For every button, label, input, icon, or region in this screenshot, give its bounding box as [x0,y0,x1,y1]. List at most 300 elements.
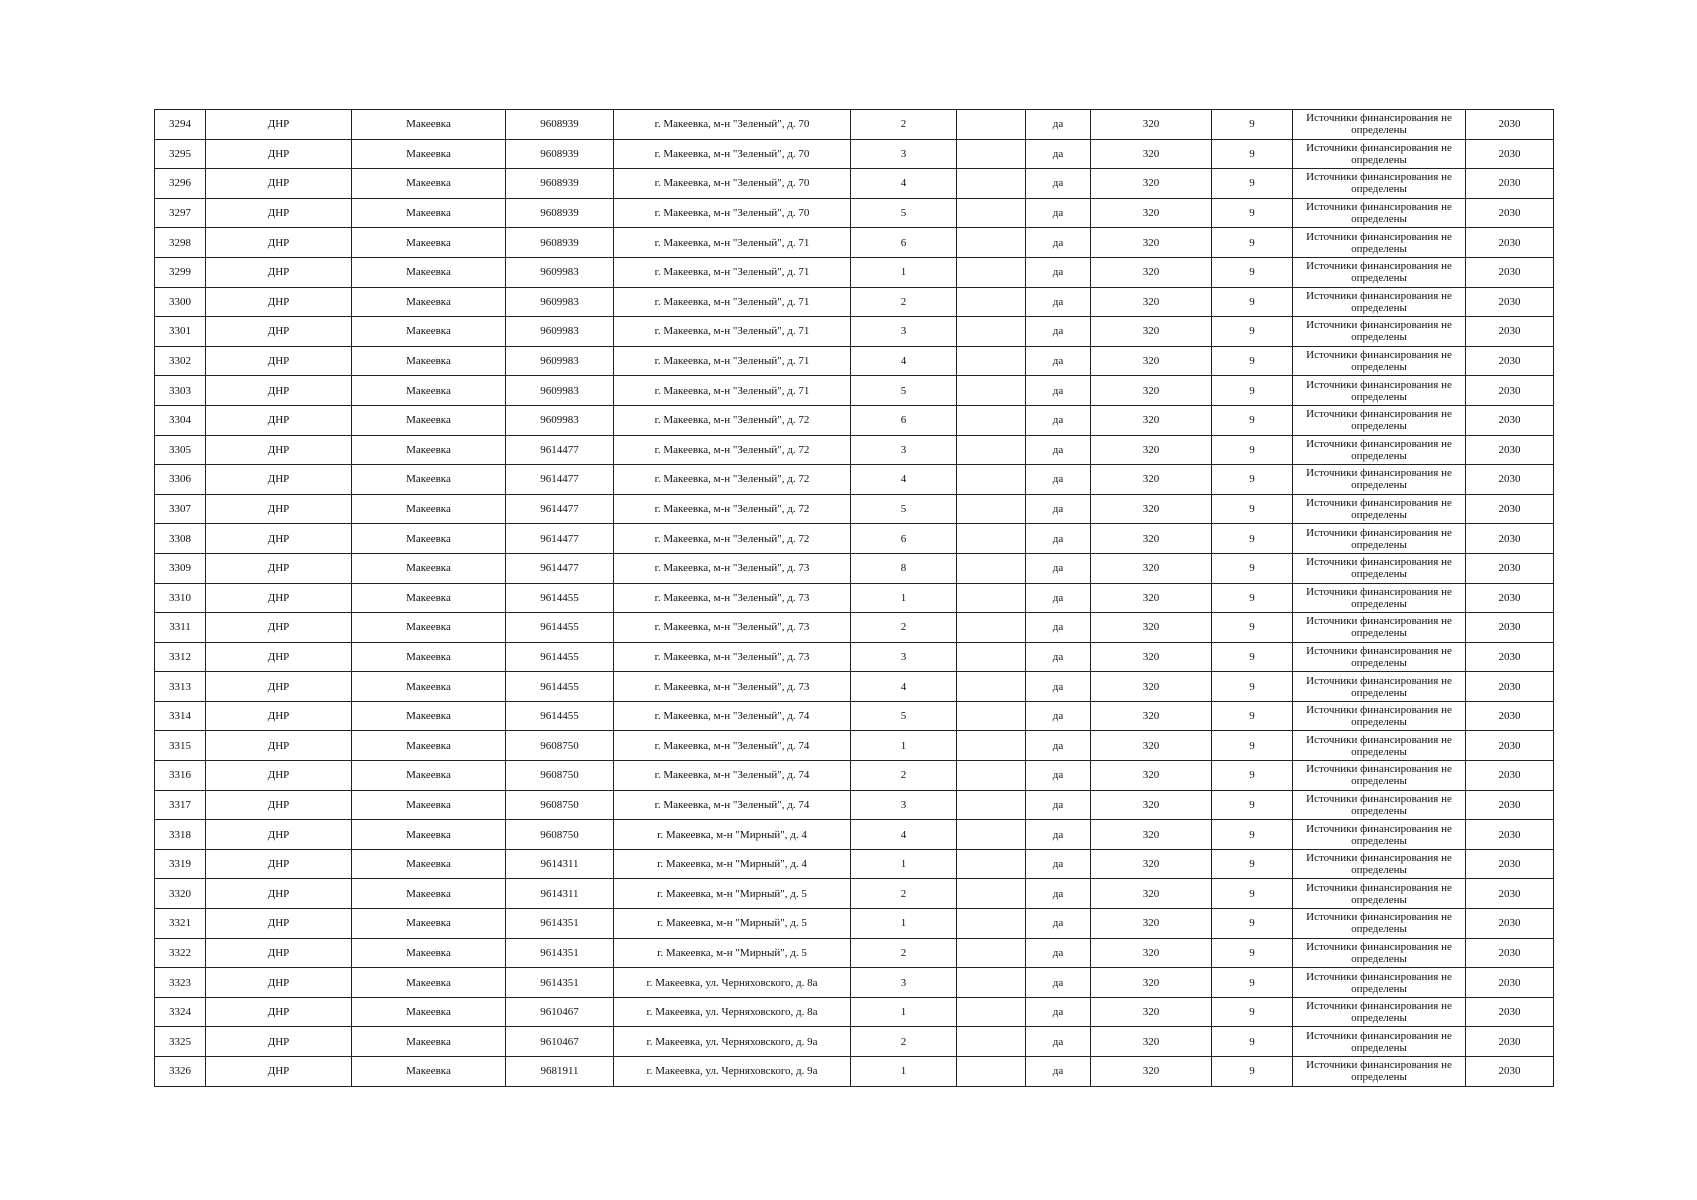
capacity-cell: 320 [1091,761,1212,791]
table-row [155,139,1554,169]
floors-cell: 9 [1212,613,1293,643]
capacity-cell: 320 [1091,938,1212,968]
address-cell: г. Макеевка, м-н "Зеленый", д. 71 [614,287,851,317]
city-cell: Макеевка [352,139,506,169]
table-row [155,287,1554,317]
funding-cell: Источники финансирования не определены [1293,879,1466,909]
address-cell: г. Макеевка, м-н "Зеленый", д. 72 [614,494,851,524]
table-row [155,1027,1554,1057]
funding-cell: Источники финансирования не определены [1293,672,1466,702]
empty-cell [957,139,1026,169]
region-cell: ДНР [206,257,352,287]
capacity-cell: 320 [1091,672,1212,702]
table-row [155,198,1554,228]
entrance-cell: 4 [851,465,957,495]
flag-cell: да [1026,672,1091,702]
row-number-cell: 3295 [155,139,206,169]
flag-cell: да [1026,997,1091,1027]
address-cell: г. Макеевка, м-н "Мирный", д. 5 [614,938,851,968]
funding-cell: Источники финансирования не определены [1293,968,1466,998]
table-row [155,938,1554,968]
city-cell: Макеевка [352,553,506,583]
table-row [155,583,1554,613]
row-number-cell: 3300 [155,287,206,317]
region-cell: ДНР [206,553,352,583]
floors-cell: 9 [1212,997,1293,1027]
entrance-cell: 5 [851,494,957,524]
address-cell: г. Макеевка, м-н "Зеленый", д. 70 [614,198,851,228]
region-cell: ДНР [206,1027,352,1057]
capacity-cell: 320 [1091,169,1212,199]
floors-cell: 9 [1212,909,1293,939]
code-cell: 9614311 [506,849,614,879]
year-cell: 2030 [1466,849,1554,879]
capacity-cell: 320 [1091,198,1212,228]
empty-cell [957,465,1026,495]
funding-cell: Источники финансирования не определены [1293,524,1466,554]
entrance-cell: 2 [851,879,957,909]
region-cell: ДНР [206,376,352,406]
city-cell: Макеевка [352,257,506,287]
region-cell: ДНР [206,997,352,1027]
entrance-cell: 3 [851,790,957,820]
code-cell: 9610467 [506,997,614,1027]
year-cell: 2030 [1466,524,1554,554]
flag-cell: да [1026,405,1091,435]
table-row [155,435,1554,465]
empty-cell [957,435,1026,465]
table-row [155,879,1554,909]
funding-cell: Источники финансирования не определены [1293,110,1466,140]
table-row [155,731,1554,761]
code-cell: 9608939 [506,169,614,199]
row-number-cell: 3314 [155,701,206,731]
capacity-cell: 320 [1091,553,1212,583]
empty-cell [957,849,1026,879]
capacity-cell: 320 [1091,317,1212,347]
funding-cell: Источники финансирования не определены [1293,997,1466,1027]
empty-cell [957,257,1026,287]
row-number-cell: 3321 [155,909,206,939]
row-number-cell: 3294 [155,110,206,140]
region-cell: ДНР [206,494,352,524]
empty-cell [957,613,1026,643]
code-cell: 9614455 [506,642,614,672]
table-row [155,553,1554,583]
entrance-cell: 6 [851,228,957,258]
code-cell: 9610467 [506,1027,614,1057]
row-number-cell: 3312 [155,642,206,672]
code-cell: 9608750 [506,820,614,850]
code-cell: 9614477 [506,553,614,583]
entrance-cell: 4 [851,820,957,850]
table-row [155,524,1554,554]
flag-cell: да [1026,642,1091,672]
city-cell: Макеевка [352,1057,506,1087]
year-cell: 2030 [1466,110,1554,140]
entrance-cell: 6 [851,524,957,554]
table-row [155,494,1554,524]
capacity-cell: 320 [1091,376,1212,406]
year-cell: 2030 [1466,376,1554,406]
code-cell: 9614477 [506,465,614,495]
entrance-cell: 2 [851,761,957,791]
table-row [155,790,1554,820]
code-cell: 9614455 [506,672,614,702]
address-cell: г. Макеевка, ул. Черняховского, д. 8а [614,997,851,1027]
floors-cell: 9 [1212,938,1293,968]
row-number-cell: 3297 [155,198,206,228]
region-cell: ДНР [206,198,352,228]
region-cell: ДНР [206,701,352,731]
flag-cell: да [1026,317,1091,347]
code-cell: 9608939 [506,198,614,228]
funding-cell: Источники финансирования не определены [1293,169,1466,199]
code-cell: 9608750 [506,761,614,791]
table-row [155,346,1554,376]
empty-cell [957,228,1026,258]
region-cell: ДНР [206,346,352,376]
funding-cell: Источники финансирования не определены [1293,346,1466,376]
flag-cell: да [1026,849,1091,879]
address-cell: г. Макеевка, м-н "Зеленый", д. 73 [614,583,851,613]
entrance-cell: 2 [851,287,957,317]
year-cell: 2030 [1466,139,1554,169]
flag-cell: да [1026,909,1091,939]
year-cell: 2030 [1466,909,1554,939]
address-cell: г. Макеевка, м-н "Зеленый", д. 70 [614,110,851,140]
year-cell: 2030 [1466,820,1554,850]
entrance-cell: 1 [851,997,957,1027]
capacity-cell: 320 [1091,613,1212,643]
year-cell: 2030 [1466,346,1554,376]
region-cell: ДНР [206,228,352,258]
code-cell: 9609983 [506,257,614,287]
flag-cell: да [1026,613,1091,643]
address-cell: г. Макеевка, м-н "Зеленый", д. 73 [614,672,851,702]
city-cell: Макеевка [352,672,506,702]
flag-cell: да [1026,701,1091,731]
year-cell: 2030 [1466,435,1554,465]
capacity-cell: 320 [1091,909,1212,939]
funding-cell: Источники финансирования не определены [1293,790,1466,820]
funding-cell: Источники финансирования не определены [1293,761,1466,791]
code-cell: 9609983 [506,317,614,347]
funding-cell: Источники финансирования не определены [1293,701,1466,731]
flag-cell: да [1026,465,1091,495]
empty-cell [957,642,1026,672]
city-cell: Макеевка [352,110,506,140]
region-cell: ДНР [206,1057,352,1087]
address-cell: г. Макеевка, м-н "Зеленый", д. 70 [614,169,851,199]
code-cell: 9608750 [506,731,614,761]
city-cell: Макеевка [352,228,506,258]
region-cell: ДНР [206,435,352,465]
entrance-cell: 2 [851,110,957,140]
row-number-cell: 3303 [155,376,206,406]
floors-cell: 9 [1212,879,1293,909]
city-cell: Макеевка [352,346,506,376]
entrance-cell: 1 [851,909,957,939]
row-number-cell: 3307 [155,494,206,524]
funding-cell: Источники финансирования не определены [1293,139,1466,169]
floors-cell: 9 [1212,583,1293,613]
region-cell: ДНР [206,287,352,317]
row-number-cell: 3319 [155,849,206,879]
floors-cell: 9 [1212,1027,1293,1057]
funding-cell: Источники финансирования не определены [1293,465,1466,495]
city-cell: Макеевка [352,1027,506,1057]
funding-cell: Источники финансирования не определены [1293,287,1466,317]
flag-cell: да [1026,346,1091,376]
address-cell: г. Макеевка, м-н "Зеленый", д. 74 [614,701,851,731]
funding-cell: Источники финансирования не определены [1293,435,1466,465]
address-cell: г. Макеевка, ул. Черняховского, д. 9а [614,1027,851,1057]
year-cell: 2030 [1466,761,1554,791]
row-number-cell: 3310 [155,583,206,613]
address-cell: г. Макеевка, м-н "Зеленый", д. 72 [614,465,851,495]
capacity-cell: 320 [1091,968,1212,998]
row-number-cell: 3296 [155,169,206,199]
city-cell: Макеевка [352,405,506,435]
empty-cell [957,1027,1026,1057]
code-cell: 9609983 [506,287,614,317]
row-number-cell: 3308 [155,524,206,554]
table-row [155,909,1554,939]
year-cell: 2030 [1466,198,1554,228]
code-cell: 9614351 [506,909,614,939]
table-row [155,968,1554,998]
floors-cell: 9 [1212,405,1293,435]
city-cell: Макеевка [352,909,506,939]
entrance-cell: 1 [851,849,957,879]
floors-cell: 9 [1212,287,1293,317]
region-cell: ДНР [206,642,352,672]
flag-cell: да [1026,968,1091,998]
funding-cell: Источники финансирования не определены [1293,494,1466,524]
year-cell: 2030 [1466,997,1554,1027]
flag-cell: да [1026,287,1091,317]
address-cell: г. Макеевка, м-н "Зеленый", д. 71 [614,257,851,287]
empty-cell [957,968,1026,998]
row-number-cell: 3318 [155,820,206,850]
flag-cell: да [1026,553,1091,583]
address-cell: г. Макеевка, м-н "Зеленый", д. 71 [614,228,851,258]
entrance-cell: 6 [851,405,957,435]
address-cell: г. Макеевка, м-н "Мирный", д. 4 [614,820,851,850]
floors-cell: 9 [1212,672,1293,702]
year-cell: 2030 [1466,790,1554,820]
code-cell: 9614311 [506,879,614,909]
table-row [155,228,1554,258]
year-cell: 2030 [1466,1057,1554,1087]
row-number-cell: 3304 [155,405,206,435]
entrance-cell: 8 [851,553,957,583]
region-cell: ДНР [206,672,352,702]
table-row [155,376,1554,406]
city-cell: Макеевка [352,642,506,672]
table-row [155,405,1554,435]
year-cell: 2030 [1466,968,1554,998]
code-cell: 9614477 [506,494,614,524]
region-cell: ДНР [206,139,352,169]
row-number-cell: 3326 [155,1057,206,1087]
code-cell: 9614455 [506,583,614,613]
row-number-cell: 3311 [155,613,206,643]
address-cell: г. Макеевка, ул. Черняховского, д. 9а [614,1057,851,1087]
entrance-cell: 5 [851,198,957,228]
flag-cell: да [1026,938,1091,968]
table-row [155,761,1554,791]
code-cell: 9614455 [506,613,614,643]
capacity-cell: 320 [1091,1027,1212,1057]
year-cell: 2030 [1466,642,1554,672]
row-number-cell: 3298 [155,228,206,258]
year-cell: 2030 [1466,465,1554,495]
code-cell: 9608939 [506,228,614,258]
table-row [155,465,1554,495]
empty-cell [957,553,1026,583]
table-row [155,317,1554,347]
floors-cell: 9 [1212,731,1293,761]
address-cell: г. Макеевка, м-н "Зеленый", д. 72 [614,524,851,554]
row-number-cell: 3299 [155,257,206,287]
capacity-cell: 320 [1091,465,1212,495]
capacity-cell: 320 [1091,849,1212,879]
code-cell: 9609983 [506,376,614,406]
year-cell: 2030 [1466,731,1554,761]
floors-cell: 9 [1212,346,1293,376]
capacity-cell: 320 [1091,139,1212,169]
address-cell: г. Макеевка, м-н "Зеленый", д. 73 [614,553,851,583]
address-cell: г. Макеевка, м-н "Зеленый", д. 73 [614,642,851,672]
city-cell: Макеевка [352,820,506,850]
funding-cell: Источники финансирования не определены [1293,317,1466,347]
year-cell: 2030 [1466,228,1554,258]
city-cell: Макеевка [352,583,506,613]
address-cell: г. Макеевка, ул. Черняховского, д. 8а [614,968,851,998]
entrance-cell: 1 [851,583,957,613]
funding-cell: Источники финансирования не определены [1293,198,1466,228]
entrance-cell: 4 [851,169,957,199]
region-cell: ДНР [206,317,352,347]
floors-cell: 9 [1212,435,1293,465]
flag-cell: да [1026,731,1091,761]
capacity-cell: 320 [1091,701,1212,731]
region-cell: ДНР [206,731,352,761]
year-cell: 2030 [1466,317,1554,347]
code-cell: 9614477 [506,435,614,465]
capacity-cell: 320 [1091,405,1212,435]
flag-cell: да [1026,790,1091,820]
city-cell: Макеевка [352,701,506,731]
entrance-cell: 4 [851,672,957,702]
capacity-cell: 320 [1091,731,1212,761]
floors-cell: 9 [1212,228,1293,258]
flag-cell: да [1026,257,1091,287]
address-cell: г. Макеевка, м-н "Зеленый", д. 71 [614,317,851,347]
flag-cell: да [1026,228,1091,258]
row-number-cell: 3305 [155,435,206,465]
entrance-cell: 5 [851,701,957,731]
row-number-cell: 3315 [155,731,206,761]
entrance-cell: 3 [851,435,957,465]
region-cell: ДНР [206,583,352,613]
year-cell: 2030 [1466,938,1554,968]
city-cell: Макеевка [352,524,506,554]
floors-cell: 9 [1212,849,1293,879]
empty-cell [957,701,1026,731]
data-table [154,109,1554,1087]
floors-cell: 9 [1212,524,1293,554]
funding-cell: Источники финансирования не определены [1293,849,1466,879]
row-number-cell: 3309 [155,553,206,583]
year-cell: 2030 [1466,701,1554,731]
empty-cell [957,761,1026,791]
empty-cell [957,997,1026,1027]
address-cell: г. Макеевка, м-н "Мирный", д. 5 [614,879,851,909]
row-number-cell: 3325 [155,1027,206,1057]
flag-cell: да [1026,494,1091,524]
code-cell: 9608939 [506,139,614,169]
entrance-cell: 3 [851,317,957,347]
address-cell: г. Макеевка, м-н "Зеленый", д. 72 [614,435,851,465]
empty-cell [957,346,1026,376]
floors-cell: 9 [1212,553,1293,583]
empty-cell [957,287,1026,317]
city-cell: Макеевка [352,376,506,406]
table-row [155,642,1554,672]
funding-cell: Источники финансирования не определены [1293,613,1466,643]
flag-cell: да [1026,435,1091,465]
floors-cell: 9 [1212,701,1293,731]
row-number-cell: 3322 [155,938,206,968]
capacity-cell: 320 [1091,346,1212,376]
region-cell: ДНР [206,820,352,850]
flag-cell: да [1026,139,1091,169]
funding-cell: Источники финансирования не определены [1293,228,1466,258]
flag-cell: да [1026,198,1091,228]
city-cell: Макеевка [352,879,506,909]
capacity-cell: 320 [1091,494,1212,524]
entrance-cell: 3 [851,139,957,169]
empty-cell [957,731,1026,761]
empty-cell [957,1057,1026,1087]
region-cell: ДНР [206,968,352,998]
row-number-cell: 3317 [155,790,206,820]
code-cell: 9614351 [506,938,614,968]
entrance-cell: 1 [851,257,957,287]
empty-cell [957,938,1026,968]
city-cell: Макеевка [352,287,506,317]
empty-cell [957,376,1026,406]
row-number-cell: 3306 [155,465,206,495]
funding-cell: Источники финансирования не определены [1293,405,1466,435]
year-cell: 2030 [1466,494,1554,524]
capacity-cell: 320 [1091,110,1212,140]
table-row [155,613,1554,643]
floors-cell: 9 [1212,761,1293,791]
funding-cell: Источники финансирования не определены [1293,938,1466,968]
code-cell: 9681911 [506,1057,614,1087]
address-cell: г. Макеевка, м-н "Зеленый", д. 71 [614,346,851,376]
flag-cell: да [1026,820,1091,850]
table-row [155,997,1554,1027]
address-cell: г. Макеевка, м-н "Зеленый", д. 74 [614,761,851,791]
address-cell: г. Макеевка, м-н "Зеленый", д. 74 [614,790,851,820]
region-cell: ДНР [206,849,352,879]
flag-cell: да [1026,879,1091,909]
